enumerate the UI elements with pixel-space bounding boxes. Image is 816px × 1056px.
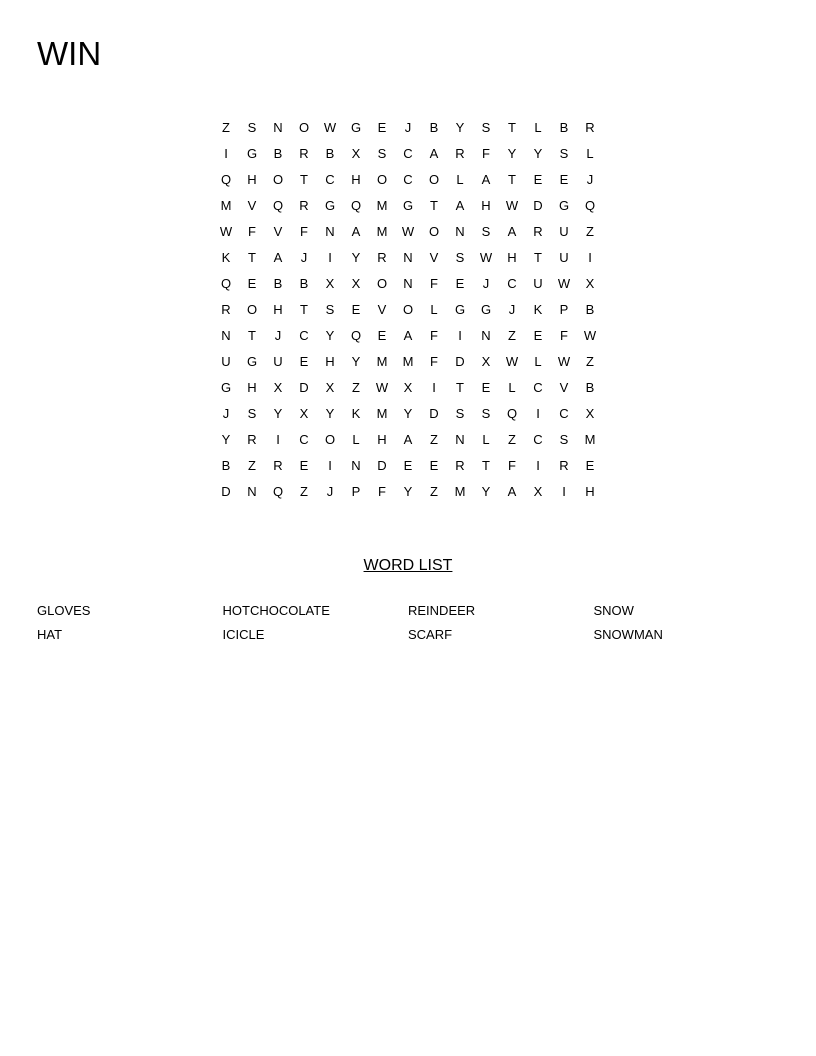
grid-letter: J	[222, 406, 230, 421]
grid-letter: B	[273, 276, 283, 291]
grid-letter: C	[403, 146, 413, 161]
grid-letter: Y	[481, 484, 491, 499]
grid-letter: H	[247, 172, 257, 187]
grid-letter: R	[273, 458, 283, 473]
grid-letter: R	[533, 224, 543, 239]
grid-letter: I	[224, 146, 228, 161]
grid-letter: N	[455, 224, 465, 239]
grid-letter: G	[402, 198, 414, 213]
grid-letter: E	[403, 458, 413, 473]
grid-letter: G	[220, 380, 232, 395]
grid-letter: I	[276, 432, 280, 447]
grid-letter: W	[505, 354, 519, 369]
grid-letter: Z	[586, 354, 594, 369]
grid-letter: L	[456, 172, 464, 187]
grid-letter: S	[559, 432, 569, 447]
grid-letter: S	[325, 302, 335, 317]
grid-letter: E	[585, 458, 595, 473]
grid-letter: X	[299, 406, 309, 421]
grid-letter: Q	[350, 198, 362, 213]
grid-letter: W	[375, 380, 389, 395]
grid-letter: M	[376, 406, 388, 421]
grid-letter: A	[507, 224, 517, 239]
grid-letter: M	[220, 198, 232, 213]
grid-letter: T	[300, 172, 308, 187]
grid-letter: T	[430, 198, 438, 213]
grid-letter: R	[585, 120, 595, 135]
grid-letter: S	[247, 120, 257, 135]
grid-letter: X	[325, 276, 335, 291]
grid-letter: M	[402, 354, 414, 369]
grid-letter: T	[248, 328, 256, 343]
grid-letter: O	[376, 276, 388, 291]
grid-letter: N	[273, 120, 283, 135]
grid-letter: E	[377, 328, 387, 343]
grid-letter: F	[378, 484, 386, 499]
grid-letter: T	[534, 250, 542, 265]
grid-letter: Q	[584, 198, 596, 213]
grid-letter: I	[536, 406, 540, 421]
grid-letter: E	[429, 458, 439, 473]
grid-letter: Q	[272, 198, 284, 213]
grid-letter: E	[299, 458, 309, 473]
grid-letter: Q	[220, 172, 232, 187]
grid-letter: K	[533, 302, 543, 317]
grid-letter: G	[454, 302, 466, 317]
grid-letter: I	[458, 328, 462, 343]
grid-letter: D	[221, 484, 231, 499]
grid-letter: O	[428, 224, 440, 239]
grid-letter: R	[247, 432, 257, 447]
grid-letter: B	[273, 146, 283, 161]
grid-letter: U	[559, 250, 569, 265]
grid-letter: X	[585, 406, 595, 421]
grid-letter: T	[248, 250, 256, 265]
grid-letter: N	[481, 328, 491, 343]
grid-letter: G	[246, 354, 258, 369]
grid-letter: S	[455, 250, 465, 265]
grid-letter: Y	[351, 250, 361, 265]
grid-letter: S	[481, 406, 491, 421]
grid-letter: B	[429, 120, 439, 135]
grid-letter: R	[299, 198, 309, 213]
grid-letter: F	[560, 328, 568, 343]
grid-letter: O	[376, 172, 388, 187]
grid-letter: H	[585, 484, 595, 499]
grid-letter: I	[432, 380, 436, 395]
grid-letter: C	[299, 328, 309, 343]
grid-letter: T	[482, 458, 490, 473]
grid-letter: O	[298, 120, 310, 135]
grid-letter: G	[480, 302, 492, 317]
word-list-item: SNOWMAN	[593, 627, 663, 642]
grid-letter: X	[585, 276, 595, 291]
grid-letter: H	[247, 380, 257, 395]
grid-letter: E	[351, 302, 361, 317]
grid-letter: Z	[248, 458, 256, 473]
grid-letter: K	[221, 250, 231, 265]
grid-letter: L	[508, 380, 516, 395]
grid-letter: D	[429, 406, 439, 421]
grid-letter: F	[482, 146, 490, 161]
grid-letter: A	[403, 328, 413, 343]
grid-letter: C	[299, 432, 309, 447]
word-list-title: WORD LIST	[363, 557, 453, 574]
grid-letter: L	[534, 120, 542, 135]
grid-letter: T	[456, 380, 464, 395]
grid-letter: R	[299, 146, 309, 161]
grid-letter: L	[534, 354, 542, 369]
grid-letter: R	[455, 146, 465, 161]
grid-letter: W	[323, 120, 337, 135]
grid-letter: O	[246, 302, 258, 317]
grid-letter: X	[481, 354, 491, 369]
grid-letter: Y	[221, 432, 231, 447]
grid-letter: U	[273, 354, 283, 369]
grid-letter: I	[562, 484, 566, 499]
word-list-item: SCARF	[408, 627, 453, 642]
grid-letter: Q	[506, 406, 518, 421]
grid-letter: J	[482, 276, 490, 291]
grid-letter: D	[299, 380, 309, 395]
grid-letter: C	[325, 172, 335, 187]
grid-letter: Z	[300, 484, 308, 499]
grid-letter: S	[559, 146, 569, 161]
grid-letter: V	[429, 250, 439, 265]
grid-letter: O	[402, 302, 414, 317]
grid-letter: H	[507, 250, 517, 265]
grid-letter: F	[508, 458, 516, 473]
grid-letter: D	[455, 354, 465, 369]
word-list-item: REINDEER	[408, 603, 476, 618]
grid-letter: J	[326, 484, 334, 499]
grid-letter: M	[454, 484, 466, 499]
grid-letter: K	[351, 406, 361, 421]
word-list-item: SNOW	[593, 603, 634, 618]
grid-letter: S	[481, 120, 491, 135]
grid-letter: J	[508, 302, 516, 317]
grid-letter: P	[351, 484, 361, 499]
grid-letter: C	[533, 380, 543, 395]
grid-letter: S	[481, 224, 491, 239]
grid-letter: A	[455, 198, 465, 213]
grid-letter: R	[559, 458, 569, 473]
grid-letter: L	[586, 146, 594, 161]
grid-letter: C	[559, 406, 569, 421]
grid-letter: X	[351, 146, 361, 161]
grid-letter: X	[325, 380, 335, 395]
grid-letter: Y	[533, 146, 543, 161]
grid-letter: A	[351, 224, 361, 239]
grid-letter: A	[273, 250, 283, 265]
grid-letter: C	[533, 432, 543, 447]
grid-letter: U	[533, 276, 543, 291]
page-title: WIN	[37, 35, 102, 72]
grid-letter: E	[533, 172, 543, 187]
grid-letter: E	[455, 276, 465, 291]
word-search-grid	[213, 115, 603, 505]
grid-letter: W	[583, 328, 597, 343]
grid-letter: B	[221, 458, 231, 473]
grid-letter: S	[247, 406, 257, 421]
grid-letter: Z	[586, 224, 594, 239]
grid-letter: N	[403, 250, 413, 265]
grid-letter: O	[324, 432, 336, 447]
grid-letter: Q	[220, 276, 232, 291]
grid-letter: Z	[508, 328, 516, 343]
grid-letter: I	[536, 458, 540, 473]
grid-letter: L	[482, 432, 490, 447]
word-list-item: HOTCHOCOLATE	[222, 603, 330, 618]
grid-letter: U	[559, 224, 569, 239]
grid-letter: J	[274, 328, 282, 343]
grid-letter: G	[324, 198, 336, 213]
grid-letter: A	[507, 484, 517, 499]
grid-letter: H	[377, 432, 387, 447]
grid-letter: V	[377, 302, 387, 317]
grid-letter: M	[376, 354, 388, 369]
grid-letter: G	[246, 146, 258, 161]
grid-letter: A	[403, 432, 413, 447]
grid-letter: H	[325, 354, 335, 369]
grid-letter: H	[351, 172, 361, 187]
grid-letter: V	[559, 380, 569, 395]
grid-letter: S	[377, 146, 387, 161]
grid-letter: F	[430, 354, 438, 369]
grid-letter: O	[272, 172, 284, 187]
grid-letter: D	[533, 198, 543, 213]
grid-letter: N	[403, 276, 413, 291]
grid-letter: W	[479, 250, 493, 265]
word-list-heading	[0, 556, 816, 576]
grid-letter: C	[403, 172, 413, 187]
grid-letter: T	[508, 172, 516, 187]
grid-letter: V	[273, 224, 283, 239]
grid-letter: H	[481, 198, 491, 213]
grid-letter: F	[300, 224, 308, 239]
grid-letter: A	[429, 146, 439, 161]
grid-letter: Y	[325, 406, 335, 421]
grid-letter: Z	[508, 432, 516, 447]
grid-letter: A	[481, 172, 491, 187]
grid-letter: W	[219, 224, 233, 239]
grid-letter: E	[481, 380, 491, 395]
grid-letter: L	[352, 432, 360, 447]
grid-letter: B	[299, 276, 309, 291]
grid-letter: W	[557, 354, 571, 369]
grid-letter: Y	[351, 354, 361, 369]
grid-letter: D	[377, 458, 387, 473]
grid-letter: Q	[350, 328, 362, 343]
grid-letter: N	[325, 224, 335, 239]
grid-letter: N	[455, 432, 465, 447]
grid-letter: X	[403, 380, 413, 395]
word-list-item: ICICLE	[222, 627, 265, 642]
grid-letter: T	[300, 302, 308, 317]
grid-letter: L	[430, 302, 438, 317]
grid-letter: R	[221, 302, 231, 317]
grid-letter: F	[430, 276, 438, 291]
grid-letter: Z	[222, 120, 230, 135]
grid-letter: J	[404, 120, 412, 135]
word-list-item: HAT	[37, 627, 63, 642]
grid-letter: U	[221, 354, 231, 369]
grid-letter: Y	[507, 146, 517, 161]
grid-letter: F	[430, 328, 438, 343]
grid-letter: I	[328, 250, 332, 265]
grid-letter: Y	[273, 406, 283, 421]
grid-letter: B	[585, 302, 595, 317]
grid-letter: E	[247, 276, 257, 291]
grid-letter: G	[558, 198, 570, 213]
grid-letter: X	[273, 380, 283, 395]
grid-letter: T	[508, 120, 516, 135]
grid-letter: E	[533, 328, 543, 343]
grid-letter: B	[325, 146, 335, 161]
grid-letter: I	[588, 250, 592, 265]
grid-letter: M	[376, 224, 388, 239]
grid-letter: Z	[430, 432, 438, 447]
word-list-item: GLOVES	[37, 603, 91, 618]
grid-letter: P	[559, 302, 569, 317]
grid-letter: Q	[272, 484, 284, 499]
grid-letter: N	[351, 458, 361, 473]
grid-letter: Y	[403, 406, 413, 421]
grid-letter: W	[401, 224, 415, 239]
grid-letter: H	[273, 302, 283, 317]
word-list	[37, 601, 779, 649]
grid-letter: R	[377, 250, 387, 265]
grid-letter: S	[455, 406, 465, 421]
grid-letter: V	[247, 198, 257, 213]
grid-letter: J	[586, 172, 594, 187]
grid-letter: N	[247, 484, 257, 499]
grid-letter: B	[585, 380, 595, 395]
grid-letter: E	[377, 120, 387, 135]
grid-letter: Y	[455, 120, 465, 135]
grid-letter: G	[350, 120, 362, 135]
grid-letter: X	[533, 484, 543, 499]
grid-letter: Z	[430, 484, 438, 499]
grid-letter: M	[584, 432, 596, 447]
grid-letter: J	[300, 250, 308, 265]
grid-letter: W	[505, 198, 519, 213]
grid-letter: Z	[352, 380, 360, 395]
grid-letter: B	[559, 120, 569, 135]
grid-letter: O	[428, 172, 440, 187]
grid-letter: E	[559, 172, 569, 187]
grid-letter: X	[351, 276, 361, 291]
grid-letter: Y	[325, 328, 335, 343]
grid-letter: I	[328, 458, 332, 473]
grid-letter: E	[299, 354, 309, 369]
grid-letter: N	[221, 328, 231, 343]
grid-letter: Y	[403, 484, 413, 499]
grid-letter: W	[557, 276, 571, 291]
grid-letter: M	[376, 198, 388, 213]
grid-letter: F	[248, 224, 256, 239]
grid-letter: R	[455, 458, 465, 473]
grid-letter: C	[507, 276, 517, 291]
